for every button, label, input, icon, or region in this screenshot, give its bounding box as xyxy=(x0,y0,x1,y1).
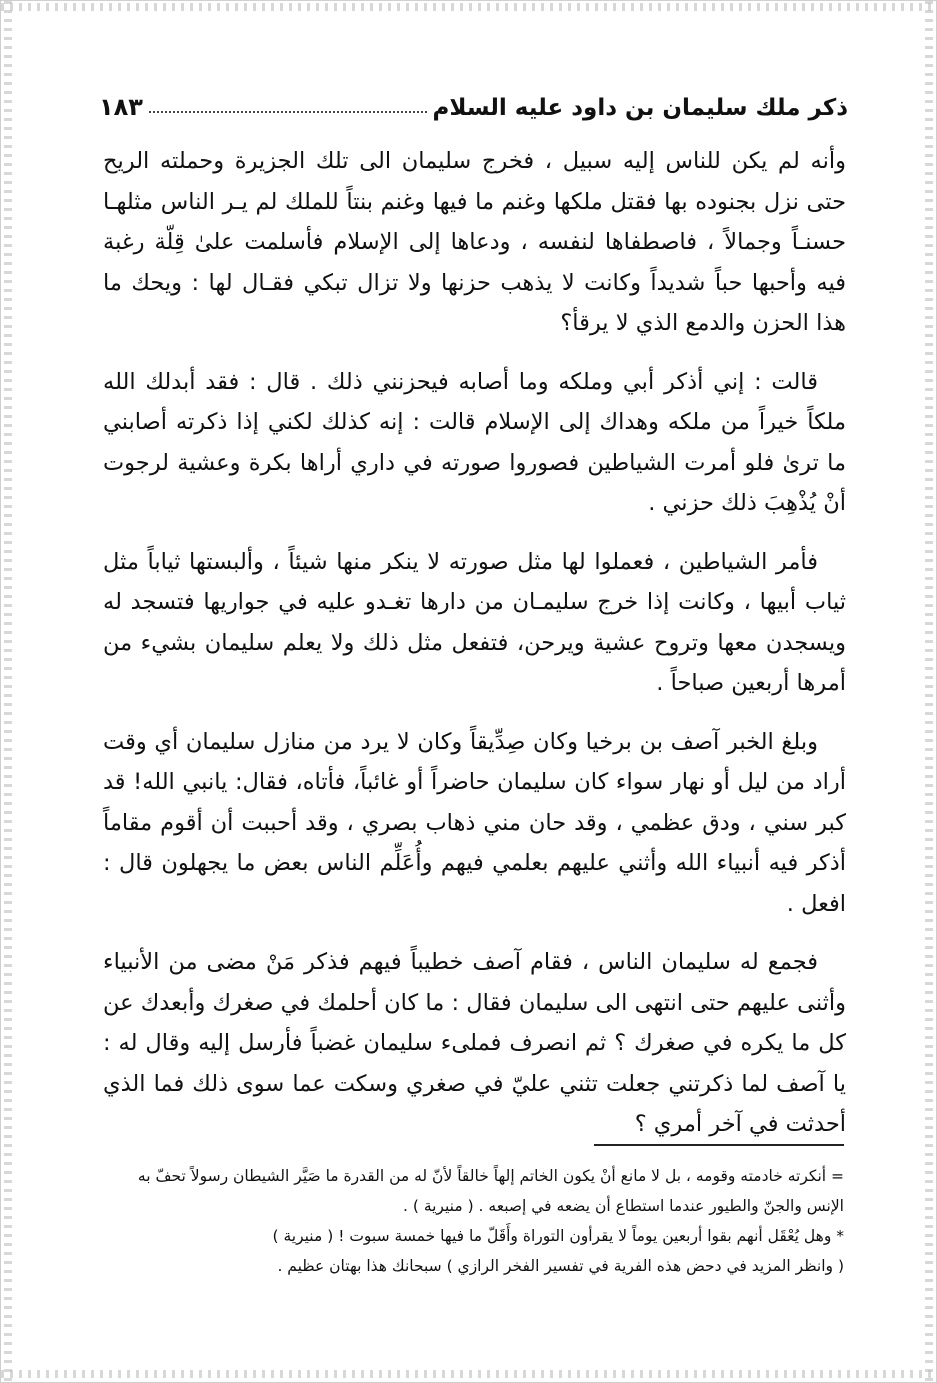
footnote: * وهل يُعْقَل أنهم بقوا أربعين يوماً لا يقرأون التوراة وأَقَلّ ما فيها خمسة سبوت ! ( منيرية ) xyxy=(272,1227,844,1245)
footnote: = أنكرته خادمته وقومه ، بل لا مانع أنْ يكون الخاتم إلهاً خالقاً لأنّ له من القدرة ما صَيَّر الشيطان رسولاً تحفّ به الإنس والجنّ والطيور عندما استطاع أن يضعه في إصبعه . ( منيرية ) . xyxy=(137,1167,844,1215)
paragraph: قالت : إني أذكر أبي وملكه وما أصابه فيحزنني ذلك . قال : فقد أبدلك الله ملكاً خيراً من ملكه وهداك إلى الإسلام قالت : إنه كذلك لكني إذا ذكرته أصابني ما ترىٰ فلو أمرت الشياطين فصوروا صورته في داري أراها بكرة وعشية لرجوت أنْ يُذْهِبَ ذلك حزني . xyxy=(103,368,846,516)
ornamental-border-right xyxy=(925,1,933,1382)
running-header xyxy=(99,81,848,121)
main-text xyxy=(103,141,846,1163)
paragraph: وأنه لم يكن للناس إليه سبيل ، فخرج سليمان الى تلك الجزيرة وحملته الريح حتى نزل بجنوده بها فقتل ملكها وغنم ما فيها وغنم بنتاً للملك لم يـر الناس مثلهـا حسنـاً وجمالاً ، فاصطفاها لنفسه ، ودعاها إلى الإسلام فأسلمت علىٰ قِلّة رغبة فيه وأحبها حباً شديداً وكانت لا يذهب حزنها ولا تزال تبكي فقـال لها : ويحك ما هذا الحزن والدمع الذي لا يرقأ؟ xyxy=(103,148,846,336)
ornamental-border-left xyxy=(4,1,12,1382)
ornamental-border-bottom xyxy=(1,1370,936,1378)
paragraph: وبلغ الخبر آصف بن برخيا وكان صِدِّيقاً وكان لا يرد من منازل سليمان أي وقت أراد من ليل أو نهار سواء كان سليمان حاضراً أو غائباً، فأتاه، فقال: يانبي الله! قد كبر سني ، ودق عظمي ، وقد حان مني ذهاب بصري ، وقد أحببت أن أقوم مقاماً أذكر فيه أنبياء الله وأثني عليهم بعلمي فيهم وأُعَلِّم الناس بعض ما يجهلون قال : افعل . xyxy=(103,728,846,917)
footnotes xyxy=(103,1161,844,1281)
page-number: ١٨٣ xyxy=(99,93,143,121)
ornamental-border-top xyxy=(1,3,936,11)
footnote: ( وانظر المزيد في دحض هذه الفرية في تفسير الفخر الرازي ) سبحانك هذا بهتان عظيم . xyxy=(277,1257,844,1275)
paragraph: فجمع له سليمان الناس ، فقام آصف خطيباً فيهم فذكر مَنْ مضى من الأنبياء وأثنى عليهم حتى انتهى الى سليمان فقال : ما كان أحلمك في صغرك وأبعدك عن كل ما يكره في صغرك ؟ ثم انصرف فملىء سليمان غضباً فأرسل إليه وقال له : يا آصف لما ذكرتني جعلت تثني عليّ في صغري وسكت عما سوى ذلك فما الذي أحدثت في آخر أمري ؟ xyxy=(103,949,846,1137)
chapter-title: ذكر ملك سليمان بن داود عليه السلام xyxy=(432,95,848,121)
header-dot-leader xyxy=(149,111,427,113)
paragraph: فأمر الشياطين ، فعملوا لها مثل صورته لا ينكر منها شيئاً ، وألبستها ثياباً مثل ثياب أبيها ، وكانت إذا خرج سليمـان من دارها تغـدو عليه في جواريها فتسجد له ويسجدن معها وتروح عشية ويرحن، فتفعل مثل ذلك ولا يعلم سليمان بشيء من أمرها أربعين صباحاً . xyxy=(103,548,846,696)
footnote-separator xyxy=(594,1144,844,1146)
